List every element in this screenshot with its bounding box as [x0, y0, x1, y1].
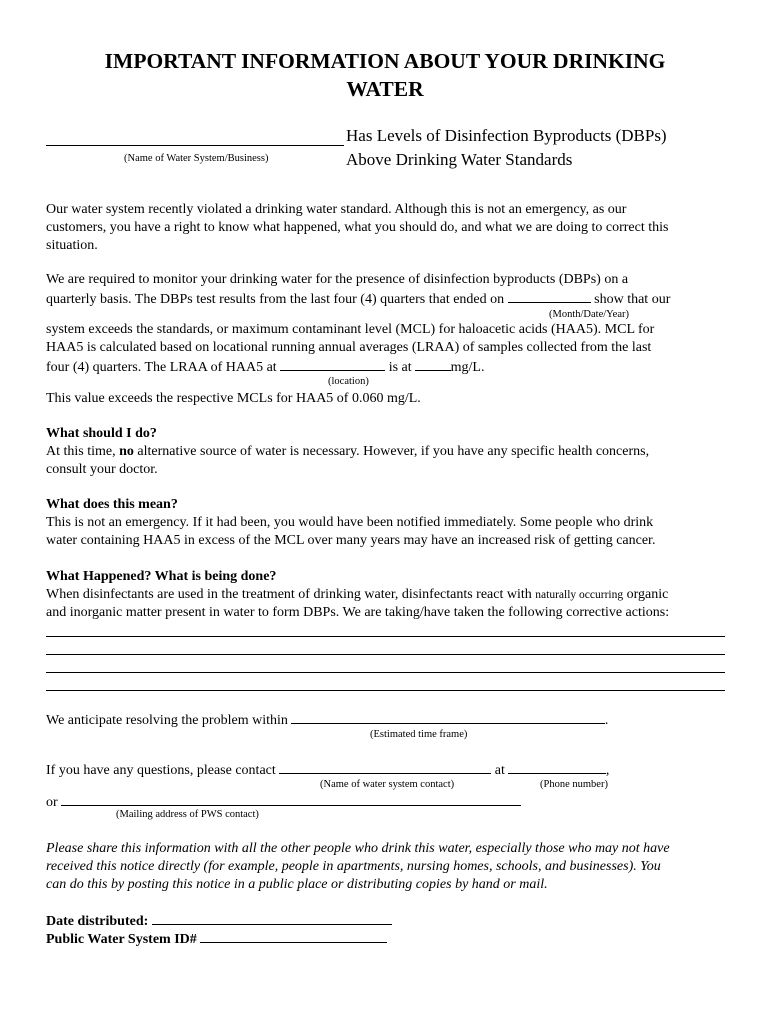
time-frame-caption: (Estimated time frame)	[370, 729, 468, 740]
pws-id-line	[46, 929, 736, 949]
resolve-text: .	[604, 713, 609, 728]
corrective-action-line[interactable]	[46, 672, 725, 673]
monitor-text: show that our	[594, 292, 671, 307]
share-line: received this notice directly (for example, people in apartments, nursing homes, schools, and businesses). You	[46, 859, 661, 874]
monitor-line	[46, 289, 736, 309]
contact-line	[46, 760, 736, 780]
title-line-2: WATER	[346, 77, 424, 101]
contact-text: or	[46, 795, 58, 810]
contact-name-caption: (Name of water system contact)	[320, 779, 455, 790]
monitor-text: four (4) quarters. The LRAA of HAA5 at	[46, 360, 277, 375]
monitor-text: quarterly basis. The DBPs test results from the last four (4) quarters that ended on	[46, 292, 505, 307]
date-distributed-label: Date distributed:	[46, 914, 149, 929]
resolve-text: We anticipate resolving the problem within	[46, 713, 288, 728]
intro-line: situation.	[46, 238, 98, 253]
resolve-line	[46, 710, 736, 730]
monitor-line: This value exceeds the respective MCLs for HAA5 of 0.060 mg/L.	[46, 391, 421, 406]
share-line: can do this by posting this notice in a public place or distributing copies by hand or mail.	[46, 877, 548, 892]
intro-paragraph	[46, 201, 736, 255]
contact-text: at	[494, 763, 505, 778]
phone-number-field[interactable]	[508, 760, 606, 774]
page-title	[40, 47, 730, 103]
mean-line: water containing HAA5 in excess of the MCL over many years may have an increased risk of getting cancer.	[46, 533, 656, 548]
monitor-text: is at	[388, 360, 412, 375]
water-system-name-field[interactable]	[46, 145, 344, 146]
happened-text-small: naturally occurring	[535, 589, 624, 601]
contact-text: ,	[605, 763, 610, 778]
corrective-action-line[interactable]	[46, 690, 725, 691]
should-do-text: alternative source of water is necessary. However, if you have any specific health concerns,	[137, 444, 650, 459]
contact-name-field[interactable]	[279, 760, 491, 774]
share-line: Please share this information with all the other people who drink this water, especially those who may not have	[46, 841, 670, 856]
monitor-line: We are required to monitor your drinking water for the presence of disinfection byproducts (DBPs) on a	[46, 272, 629, 287]
mean-line: This is not an emergency. If it had been, you would have been notified immediately. Some people who drink	[46, 515, 654, 530]
header-subtitle	[346, 124, 667, 172]
pws-id-label: Public Water System ID#	[46, 932, 197, 947]
quarter-end-date-field[interactable]	[508, 289, 591, 303]
monitor-line: HAA5 is calculated based on locational running annual averages (LRAA) of samples collected from the last	[46, 340, 652, 355]
lraa-value-field[interactable]	[415, 357, 451, 371]
should-do-line: consult your doctor.	[46, 462, 158, 477]
title-line-1: IMPORTANT INFORMATION ABOUT YOUR DRINKING	[104, 49, 666, 73]
header-line-1: Has Levels of Disinfection Byproducts (DBPs)	[346, 126, 667, 145]
should-do-text: At this time,	[46, 444, 116, 459]
location-field[interactable]	[280, 357, 385, 371]
section-heading: What does this mean?	[46, 497, 178, 512]
happened-text: organic	[626, 587, 669, 602]
intro-line: customers, you have a right to know what happened, what you should do, and what we are doing to correct this	[46, 220, 669, 235]
date-distributed-line	[46, 911, 736, 931]
location-caption: (location)	[328, 376, 369, 387]
phone-caption: (Phone number)	[540, 779, 608, 790]
happened-line: and inorganic matter present in water to form DBPs. We are taking/have taken the following corrective actions:	[46, 605, 670, 620]
happened-text: When disinfectants are used in the treatment of drinking water, disinfectants react with	[46, 587, 532, 602]
monitor-line	[46, 357, 736, 377]
section-heading: What should I do?	[46, 426, 157, 441]
corrective-action-line[interactable]	[46, 636, 725, 637]
share-paragraph	[46, 840, 736, 894]
monitor-text: mg/L.	[450, 360, 485, 375]
water-system-name-caption: (Name of Water System/Business)	[124, 153, 269, 164]
mailing-address-field[interactable]	[61, 792, 521, 806]
date-distributed-field[interactable]	[152, 911, 392, 925]
header-line-2: Above Drinking Water Standards	[346, 150, 573, 169]
should-do-emphasis: no	[119, 444, 134, 459]
should-do-line	[46, 443, 736, 461]
date-caption: (Month/Date/Year)	[549, 309, 630, 320]
monitor-line: system exceeds the standards, or maximum contaminant level (MCL) for haloacetic acids (HAA5). MCL for	[46, 322, 655, 337]
intro-line: Our water system recently violated a drinking water standard. Although this is not an emergency, as our	[46, 202, 627, 217]
mailing-caption: (Mailing address of PWS contact)	[116, 809, 259, 820]
section-heading: What Happened? What is being done?	[46, 569, 277, 584]
happened-line	[46, 586, 736, 604]
contact-text: If you have any questions, please contact	[46, 763, 276, 778]
time-frame-field[interactable]	[291, 710, 605, 724]
corrective-action-line[interactable]	[46, 654, 725, 655]
pws-id-field[interactable]	[200, 929, 387, 943]
